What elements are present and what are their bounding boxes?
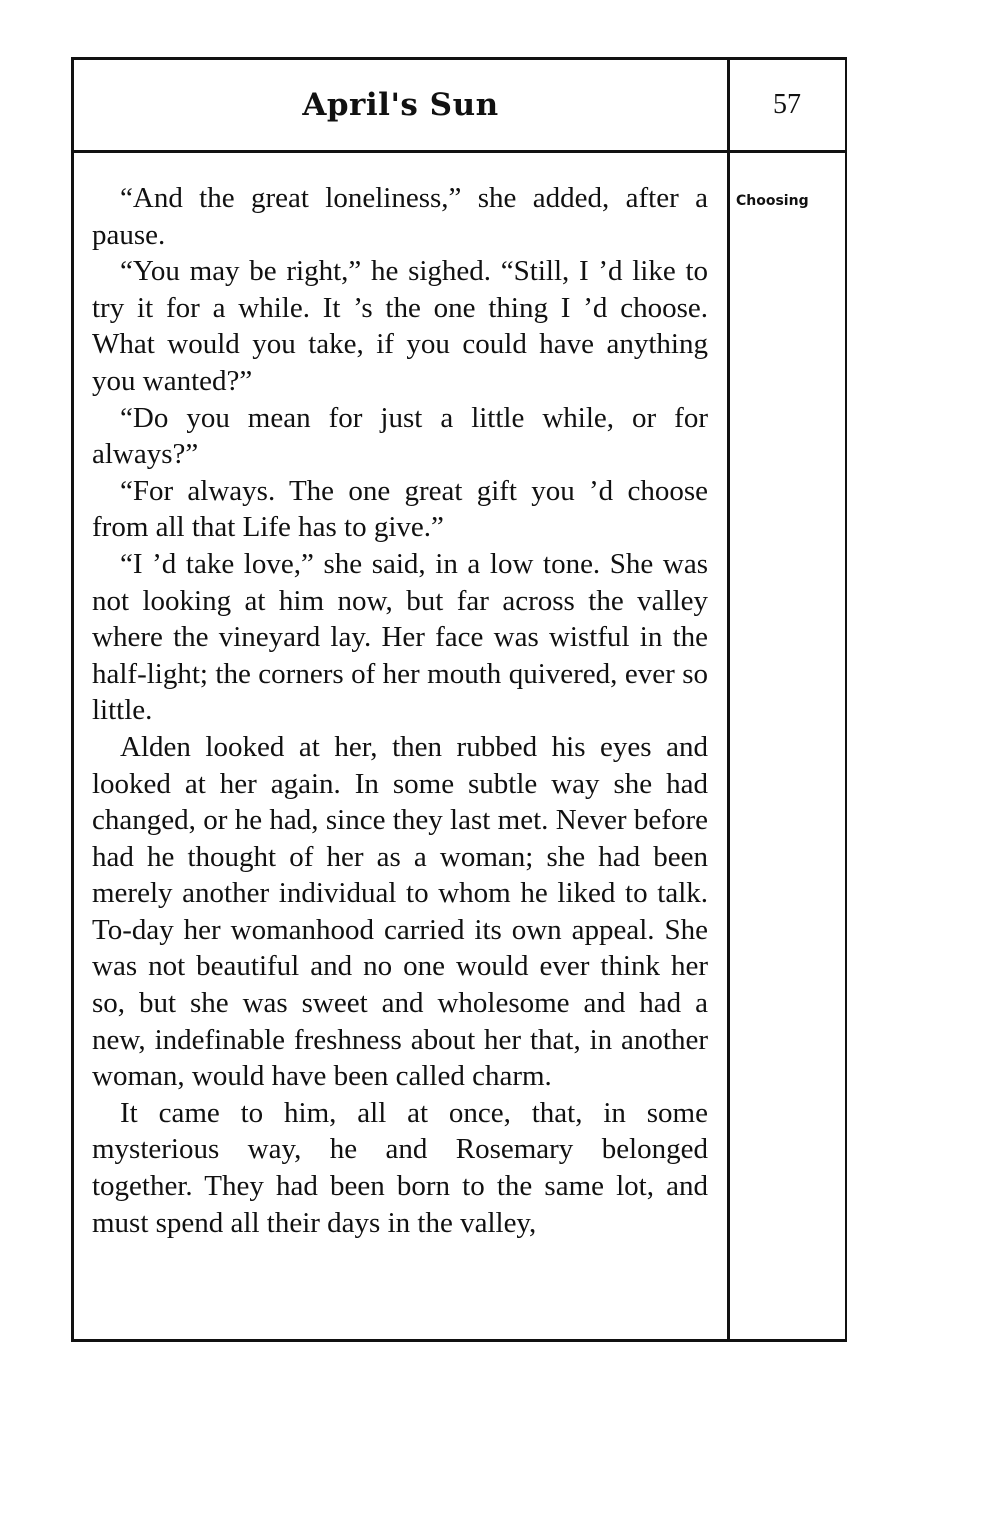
paragraph: Alden looked at her, then rubbed his eyes and looked at her again. In some subtle way she had changed, or he had, since they last met. Never before had he thought of her as a woman; she had been merely another individual to whom he liked to talk. To-day her womanhood carried its own appeal. She was not beautiful and no one would ever think her so, but she was sweet and wholesome and had a new, indefinable freshness about her that, in another woman, would have been called charm. [92,730,708,1093]
margin-note: Choosing [736,193,809,209]
page-number: 57 [773,89,801,120]
margin-divider [727,57,730,1342]
running-head: April's Sun [302,87,499,123]
body-text [92,180,708,1241]
paragraph: “Do you mean for just a little while, or for always?” [92,401,708,471]
paragraph: “And the great loneliness,” she added, after a pause. [92,182,708,251]
paragraph: “I ’d take love,” she said, in a low tone. She was not looking at him now, but far across the valley where the vineyard lay. Her face was wistful in the half-light; the corners of her mouth quivered, ever so little. [92,547,708,727]
paragraph: “For always. The one great gift you ’d choose from all that Life has to give.” [92,474,708,544]
paragraph: “You may be right,” he sighed. “Still, I ’d like to try it for a while. It ’s the one thing I ’d choose. What would you take, if you could have anything you wanted?” [92,255,708,397]
paragraph: It came to him, all at once, that, in some mysterious way, he and Rosemary belonged together. They had been born to the same lot, and must spend all their days in the valley, [92,1096,708,1239]
header-rule [71,150,847,153]
